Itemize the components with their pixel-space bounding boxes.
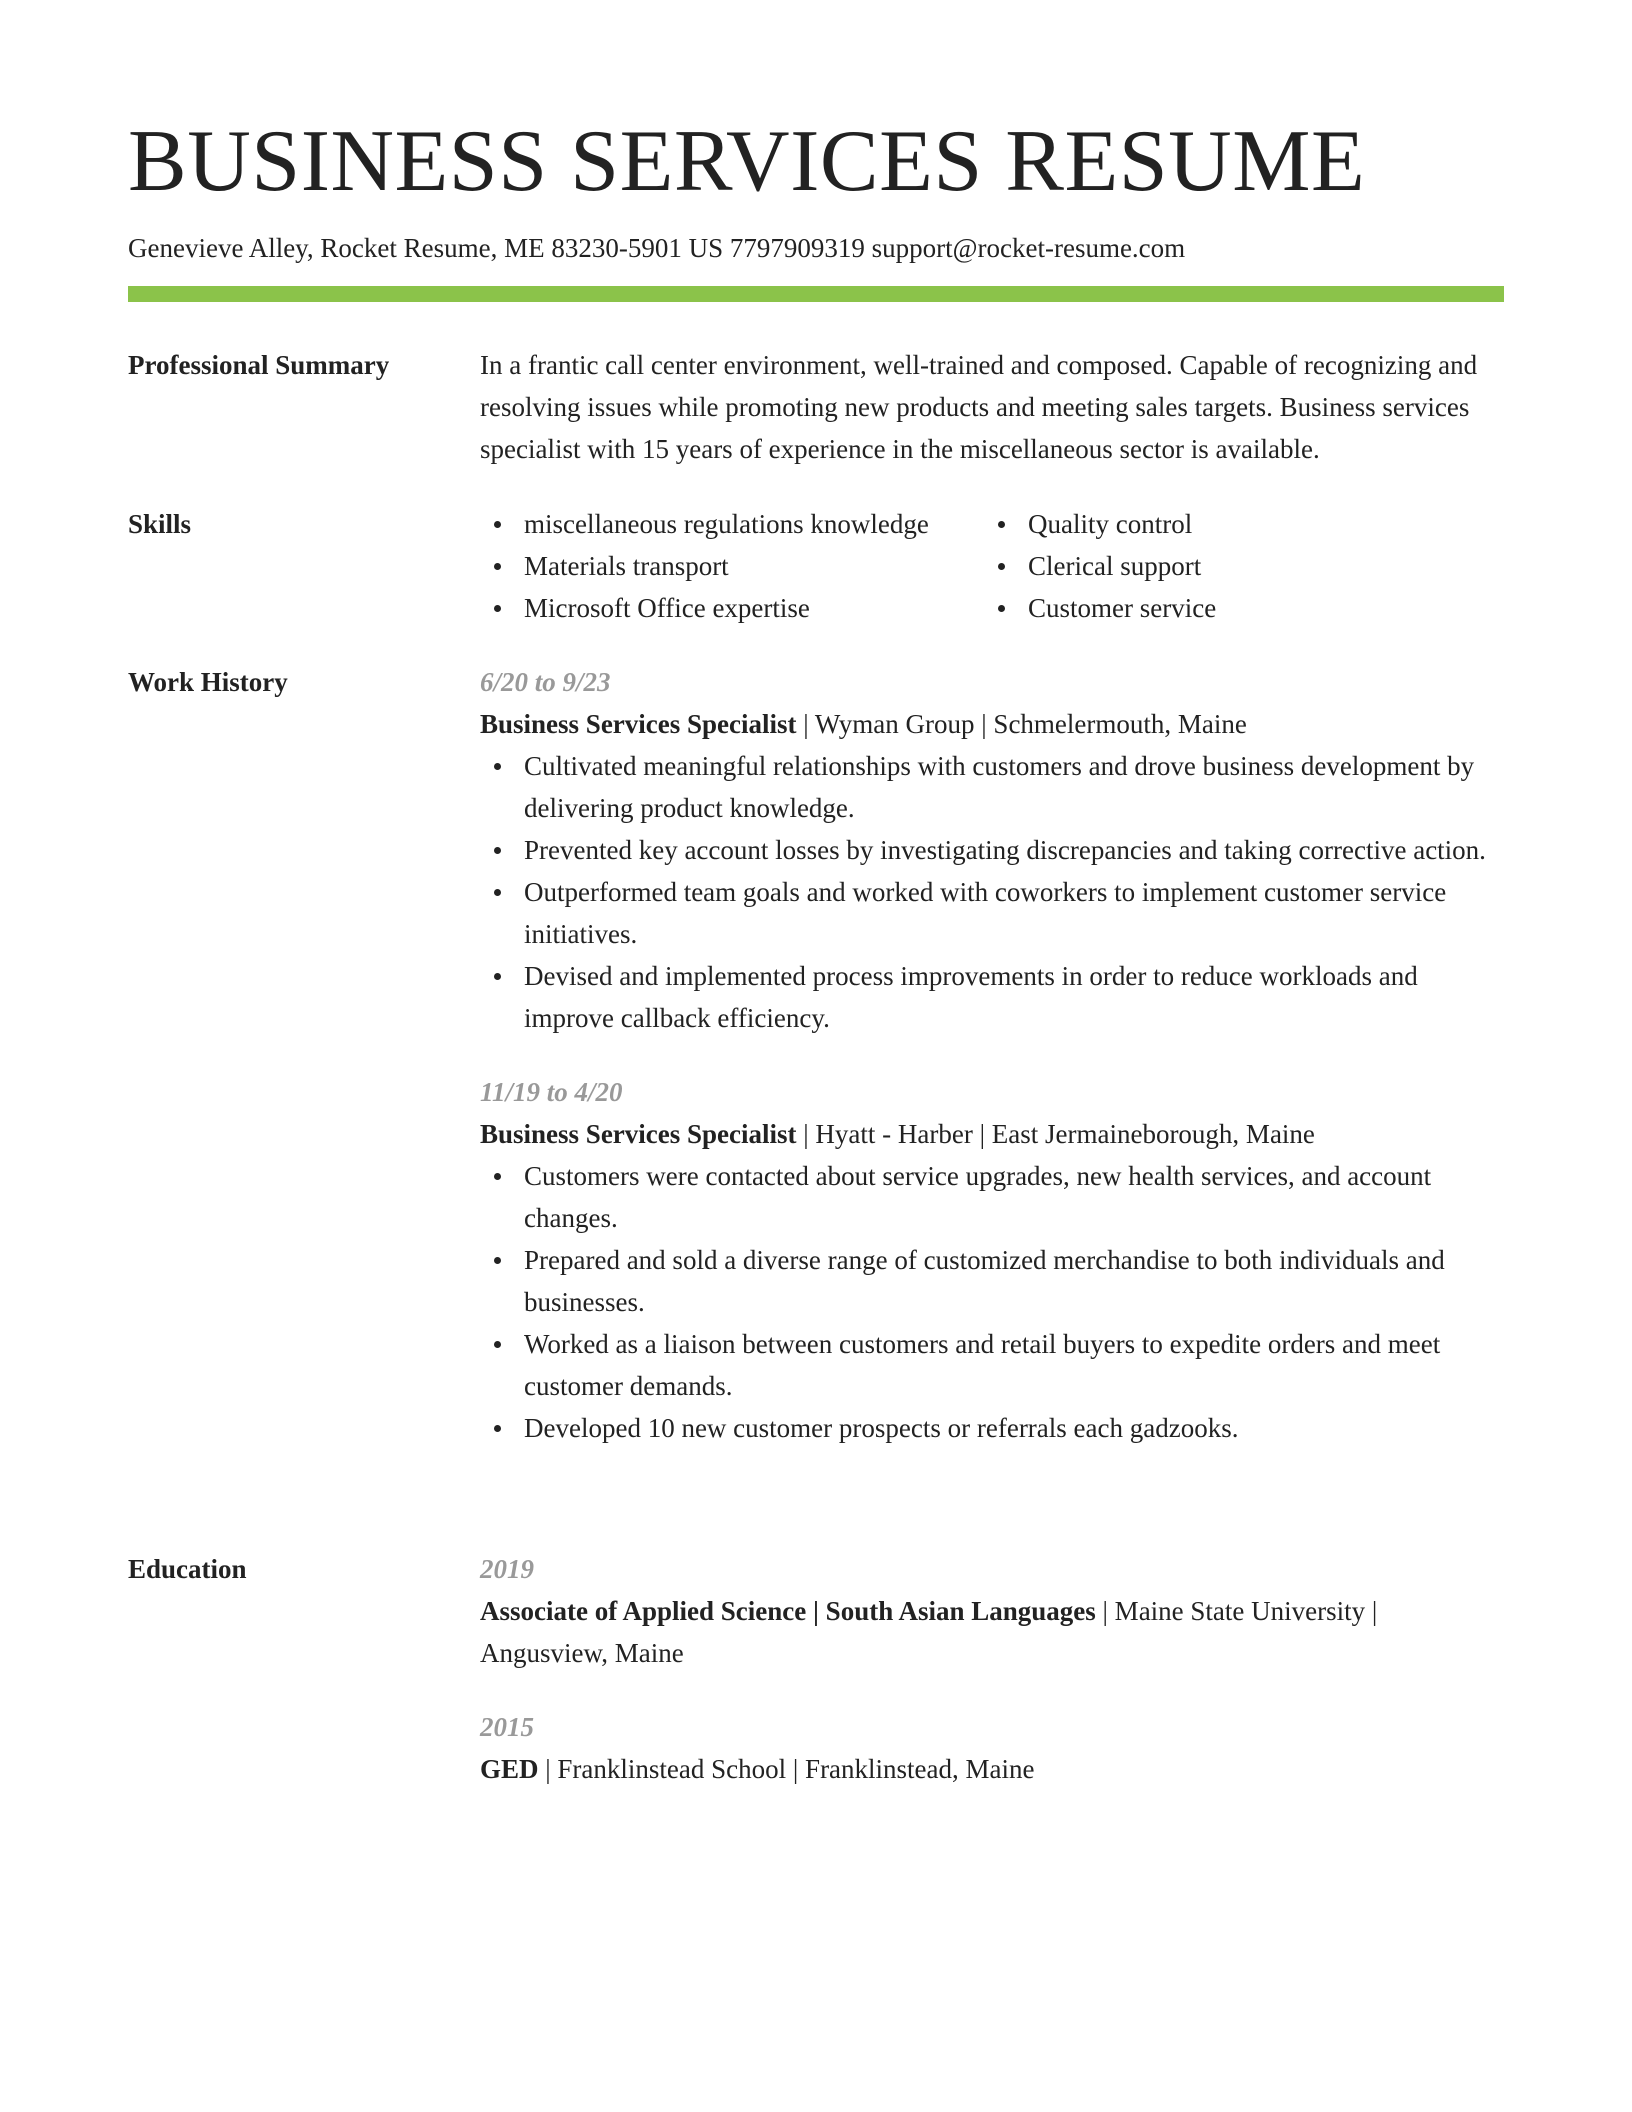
work-history-heading: Work History	[128, 667, 288, 697]
job-title: Business Services Specialist	[480, 1119, 797, 1149]
skills-list	[480, 503, 1504, 629]
skill-item: miscellaneous regulations knowledge	[480, 503, 984, 545]
work-heading	[480, 1113, 1504, 1155]
work-bullet: Customers were contacted about service upgrades, new health services, and account changes.	[480, 1155, 1504, 1239]
work-bullet: Outperformed team goals and worked with coworkers to implement customer service initiatives.	[480, 871, 1504, 955]
education-heading-line	[480, 1748, 1504, 1790]
degree: Associate of Applied Science | South Asian Languages	[480, 1596, 1096, 1626]
skills-column-2	[984, 503, 1464, 629]
skill-item: Clerical support	[984, 545, 1464, 587]
school-location: | Franklinstead School | Franklinstead, Maine	[538, 1754, 1035, 1784]
skills-heading: Skills	[128, 509, 192, 539]
work-bullets	[480, 745, 1504, 1039]
contact-line: Genevieve Alley, Rocket Resume, ME 83230-5901 US 7797909319 support@rocket-resume.com	[128, 233, 1186, 263]
work-bullet: Prepared and sold a diverse range of customized merchandise to both individuals and businesses.	[480, 1239, 1504, 1323]
work-entry	[480, 1071, 1504, 1449]
summary-text: In a frantic call center environment, well-trained and composed. Capable of recognizing and resolving issues while promoting new products and meeting sales targets. Business services specialist with 15 years of experience in the miscellaneous sector is available.	[480, 350, 1478, 464]
education-entry	[480, 1548, 1504, 1674]
employer-location: | Hyatt - Harber | East Jermaineborough, Maine	[796, 1119, 1315, 1149]
header-divider	[128, 286, 1504, 302]
work-bullet: Worked as a liaison between customers and retail buyers to expedite orders and meet customer demands.	[480, 1323, 1504, 1407]
work-entry	[480, 661, 1504, 1039]
skill-item: Microsoft Office expertise	[480, 587, 984, 629]
employer-location: | Wyman Group | Schmelermouth, Maine	[796, 709, 1247, 739]
education-year: 2019	[480, 1554, 534, 1584]
work-bullet: Devised and implemented process improvements in order to reduce workloads and improve callback efficiency.	[480, 955, 1504, 1039]
resume-title: BUSINESS SERVICES RESUME	[128, 113, 1366, 210]
work-heading	[480, 703, 1504, 745]
skills-column-1	[480, 503, 984, 629]
skill-item: Quality control	[984, 503, 1464, 545]
work-dates: 11/19 to 4/20	[480, 1077, 623, 1107]
work-bullets	[480, 1155, 1504, 1449]
work-bullet: Cultivated meaningful relationships with customers and drove business development by delivering product knowledge.	[480, 745, 1504, 829]
education-heading-line	[480, 1590, 1504, 1674]
job-title: Business Services Specialist	[480, 709, 797, 739]
work-bullet: Prevented key account losses by investigating discrepancies and taking corrective action.	[480, 829, 1504, 871]
skill-item: Customer service	[984, 587, 1464, 629]
school-location: | Maine State University | Angusview, Maine	[480, 1596, 1378, 1668]
degree: GED	[480, 1754, 539, 1784]
work-dates: 6/20 to 9/23	[480, 667, 611, 697]
work-bullet: Developed 10 new customer prospects or referrals each gadzooks.	[480, 1407, 1504, 1449]
education-heading: Education	[128, 1554, 247, 1584]
summary-heading: Professional Summary	[128, 350, 390, 380]
education-entry	[480, 1706, 1504, 1790]
education-year: 2015	[480, 1712, 534, 1742]
skill-item: Materials transport	[480, 545, 984, 587]
